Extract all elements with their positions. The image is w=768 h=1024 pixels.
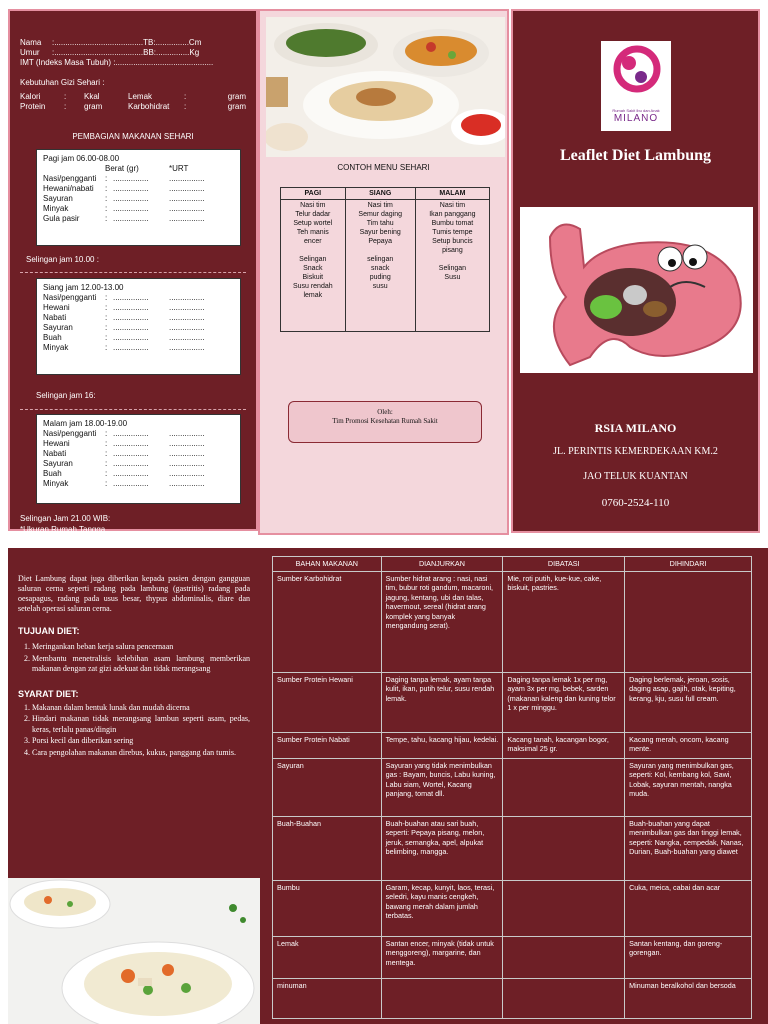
menu-item: Susu rendah xyxy=(292,283,333,290)
menu-item: puding xyxy=(369,274,391,281)
meal-item-urt: ................ xyxy=(169,174,205,183)
meal-item-label: Gula pasir xyxy=(43,214,80,223)
menu-item: Selingan xyxy=(438,265,467,272)
section-title: PEMBAGIAN MAKANAN SEHARI xyxy=(72,132,194,141)
menu-header-siang: SIANG xyxy=(345,188,415,200)
meal-item-label: Hewani/nabati xyxy=(43,184,94,193)
meal-row xyxy=(43,174,234,184)
diet-header-dihindari: DIHINDARI xyxy=(625,557,752,572)
cell-dibatasi: Daging tanpa lemak 1x per mg, ayam 3x per mg, bebek, sarden (makanan kaleng dan kuning telor 1 x per minggu. xyxy=(503,672,625,732)
meal-item-colon: : xyxy=(105,429,108,438)
cell-dianjurkan: Sumber hidrat arang : nasi, nasi tim, bubur roti gandum, macaroni, jagung, kentang, ubi dan talas, havermout, sereal (hidrat arang komplek yang banyak mengandung serat). xyxy=(381,571,503,672)
meal-item-colon: : xyxy=(105,204,108,213)
cell-bahan: Sumber Karbohidrat xyxy=(273,571,382,672)
cell-dianjurkan xyxy=(381,978,503,1018)
hospital-name: RSIA MILANO xyxy=(594,421,677,435)
meal-item-colon: : xyxy=(105,303,108,312)
menu-item: Nasi tim xyxy=(300,202,326,209)
tujuan-item: 1. Meringankan beban kerja salura pencernaan xyxy=(32,642,250,653)
oleh-label: Oleh: xyxy=(377,408,393,416)
field-nama-dots: :........................................TB:...............Cm xyxy=(52,38,202,47)
malam-box xyxy=(36,414,241,504)
meal-row xyxy=(43,479,234,489)
meal-row xyxy=(43,343,234,353)
meal-item-berat: ................ xyxy=(113,204,149,213)
menu-item: Nasi tim xyxy=(367,202,393,209)
menu-item: Sayur bening xyxy=(359,229,401,236)
hospital-phone: 0760-2524-110 xyxy=(601,497,670,509)
cell-bahan: Lemak xyxy=(273,936,382,978)
menu-item: pisang xyxy=(442,247,463,254)
meal-item-berat: ................ xyxy=(113,479,149,488)
selingan-2: Selingan jam 16: xyxy=(36,391,96,400)
meal-item-colon: : xyxy=(105,214,108,223)
cell-bahan: minuman xyxy=(273,978,382,1018)
kalori-unit: Kkal xyxy=(84,92,100,101)
meal-row xyxy=(43,459,234,469)
meal-row xyxy=(43,469,234,479)
kalori-sep: : xyxy=(64,92,67,101)
meal-item-colon: : xyxy=(105,313,108,322)
table-row xyxy=(273,672,752,732)
hospital-address: JL. PERINTIS KEMERDEKAAN KM.2 xyxy=(553,446,718,457)
menu-item: Ikan panggang xyxy=(429,211,476,218)
menu-item: snack xyxy=(371,265,390,272)
syarat-item: 2. Hindari makanan tidak merangsang lambun seperti asam, pedas, keras, terlalu panas/dingin xyxy=(32,714,250,735)
panel-menu xyxy=(258,9,509,535)
cell-dihindari: Minuman beralkohol dan bersoda xyxy=(625,978,752,1018)
meal-row xyxy=(43,214,234,224)
cell-bahan: Sayuran xyxy=(273,758,382,816)
cell-dihindari: Kacang merah, oncom, kacang mente. xyxy=(625,732,752,758)
intro-text: Diet Lambung dapat juga diberikan kepada pasien dengan gangguan saluran cerna seperti radang pada lambung (gastritis) radang pada oesapagus, radang pada usus besar, thypus abdominalis, diare dan setelah operasi saluran cerna. xyxy=(18,574,250,613)
field-imt: IMT (Indeks Masa Tubuh) :............................................ xyxy=(20,58,214,67)
logo-text: MILANO xyxy=(613,113,659,124)
cell-dihindari: Daging berlemak, jeroan, sosis, daging asap, gajih, otak, kepiting, kerang, kju, susu full cream. xyxy=(625,672,752,732)
soup-photo xyxy=(8,878,260,1024)
cell-dihindari: Sayuran yang menimbulkan gas, seperti: Kol, kembang kol, Sawi, Lobak, sayuran mentah, nangka muda. xyxy=(625,758,752,816)
table-row xyxy=(273,816,752,880)
menu-item: lemak xyxy=(303,292,323,299)
syarat-item: 3. Porsi kecil dan diberikan sering xyxy=(32,736,250,747)
meal-row xyxy=(43,204,234,214)
meal-item-label: Hewani xyxy=(43,303,70,312)
hospital-city: JAO TELUK KUANTAN xyxy=(583,471,688,482)
panel-meal-plan xyxy=(8,9,258,534)
menu-item: Tumis tempe xyxy=(432,229,473,236)
meal-item-urt: ................ xyxy=(169,449,205,458)
meal-item-colon: : xyxy=(105,333,108,342)
meal-item-colon: : xyxy=(105,323,108,332)
meal-item-berat: ................ xyxy=(113,323,149,332)
protein-label: Protein xyxy=(20,102,46,111)
field-umur-label: Umur xyxy=(20,48,40,57)
meal-row xyxy=(43,194,234,204)
meal-item-label: Minyak xyxy=(43,204,69,213)
tujuan-item: 2. Membantu menetralisis kelebihan asam lambung memberikan makanan dengan zat gizi adekuat dan tidak merangsang xyxy=(32,654,250,675)
menu-title: CONTOH MENU SEHARI xyxy=(337,163,430,172)
meal-item-label: Nabati xyxy=(43,449,67,458)
menu-item: Telur dadar xyxy=(295,211,331,218)
meal-item-urt: ................ xyxy=(169,313,205,322)
logo xyxy=(601,41,671,131)
menu-item xyxy=(418,255,487,264)
footnote: *Ukuran Rumah Tangga xyxy=(20,525,106,534)
meal-item-colon: : xyxy=(105,174,108,183)
meal-item-colon: : xyxy=(105,449,108,458)
syarat-item: 1. Makanan dalam bentuk lunak dan mudah dicerna xyxy=(32,703,250,714)
menu-item: Bumbu tomat xyxy=(431,220,474,227)
cell-dianjurkan: Sayuran yang tidak menimbulkan gas : Bayam, buncis, Labu kuning, Labu siam, Wortel, Kacang panjang, tomat dll. xyxy=(381,758,503,816)
cell-dihindari xyxy=(625,571,752,672)
meal-row xyxy=(43,313,234,323)
selingan-1: Selingan jam 10.00 : xyxy=(26,255,99,264)
panel-diet-table xyxy=(260,548,768,1024)
lemak-label: Lemak xyxy=(128,92,153,101)
meal-item-label: Nasi/pengganti xyxy=(43,174,97,183)
meal-item-berat: ................ xyxy=(113,313,149,322)
menu-item: susu xyxy=(372,283,388,290)
meal-item-urt: ................ xyxy=(169,459,205,468)
karbo-label: Karbohidrat xyxy=(128,102,170,111)
lemak-unit: gram xyxy=(227,92,246,101)
meal-item-label: Buah xyxy=(43,469,62,478)
meal-item-berat: ................ xyxy=(113,293,149,302)
menu-item: Setup wortel xyxy=(293,220,333,227)
meal-item-urt: ................ xyxy=(169,343,205,352)
pagi-col-urt: *URT xyxy=(169,164,189,173)
meal-item-urt: ................ xyxy=(169,293,205,302)
cell-dibatasi xyxy=(503,936,625,978)
cell-bahan: Sumber Protein Nabati xyxy=(273,732,382,758)
cell-dianjurkan: Daging tanpa lemak, ayam tanpa kulit, ikan, putih telur, susu rendah lemak. xyxy=(381,672,503,732)
karbo-unit: gram xyxy=(227,102,246,111)
menu-item: selingan xyxy=(367,256,394,263)
meal-item-colon: : xyxy=(105,479,108,488)
meal-item-label: Sayuran xyxy=(43,194,73,203)
kalori-label: Kalori xyxy=(20,92,41,101)
meal-item-berat: ................ xyxy=(113,449,149,458)
table-row xyxy=(273,978,752,1018)
meal-item-colon: : xyxy=(105,459,108,468)
meal-item-colon: : xyxy=(105,343,108,352)
meal-item-urt: ................ xyxy=(169,439,205,448)
meal-item-label: Nabati xyxy=(43,313,67,322)
meal-item-berat: ................ xyxy=(113,303,149,312)
menu-item: Setup buncis xyxy=(432,238,473,245)
menu-col-pagi xyxy=(281,200,346,332)
menu-item: Pepaya xyxy=(368,238,393,245)
meal-item-label: Hewani xyxy=(43,439,70,448)
syarat-list xyxy=(18,703,250,759)
cell-dibatasi xyxy=(503,816,625,880)
meal-item-label: Buah xyxy=(43,333,62,342)
pagi-col-berat: Berat (gr) xyxy=(105,164,139,173)
meal-item-label: Nasi/pengganti xyxy=(43,429,97,438)
meal-item-urt: ................ xyxy=(169,303,205,312)
meal-row xyxy=(43,303,234,313)
meal-row xyxy=(43,449,234,459)
cell-dibatasi xyxy=(503,978,625,1018)
meal-row xyxy=(43,184,234,194)
stomach-illustration xyxy=(520,207,753,373)
cover-title: Leaflet Diet Lambung xyxy=(559,147,712,164)
cell-dibatasi xyxy=(503,880,625,936)
meal-item-label: Minyak xyxy=(43,343,69,352)
field-umur-dots: :........................................BB:...............Kg xyxy=(52,48,200,57)
cell-dianjurkan: Buah-buahan atau sari buah, seperti: Pepaya pisang, melon, jeruk, semangka, apel, alpukat belimbing, mangga. xyxy=(381,816,503,880)
menu-item xyxy=(348,246,413,255)
food-photo-image xyxy=(266,17,505,157)
panel-info xyxy=(8,548,260,1024)
menu-col-malam xyxy=(415,200,489,332)
menu-item: Biskuit xyxy=(302,274,324,281)
menu-item: Snack xyxy=(303,265,323,272)
meal-row xyxy=(43,333,234,343)
meal-item-berat: ................ xyxy=(113,333,149,342)
malam-title: Malam jam 18.00-19.00 xyxy=(43,419,128,428)
pagi-title: Pagi jam 06.00-08.00 xyxy=(43,154,120,163)
menu-col-siang xyxy=(345,200,415,332)
meal-row xyxy=(43,293,234,303)
meal-item-urt: ................ xyxy=(169,333,205,342)
table-row xyxy=(273,758,752,816)
meal-item-berat: ................ xyxy=(113,459,149,468)
tujuan-title: TUJUAN DIET: xyxy=(18,626,80,636)
panel-cover xyxy=(511,9,760,533)
menu-item: encer xyxy=(304,238,322,245)
meal-item-urt: ................ xyxy=(169,184,205,193)
oleh-team: Tim Promosi Kesehatan Rumah Sakit xyxy=(332,417,438,425)
diet-header-dianjurkan: DIANJURKAN xyxy=(381,557,503,572)
meal-row xyxy=(43,439,234,449)
meal-item-label: Minyak xyxy=(43,479,69,488)
cell-dihindari: Santan kentang, dan goreng-gorengan. xyxy=(625,936,752,978)
meal-item-berat: ................ xyxy=(113,214,149,223)
meal-item-urt: ................ xyxy=(169,214,205,223)
menu-item: Teh manis xyxy=(296,229,329,236)
logo-tagline: Rumah Sakit Ibu dan Anak xyxy=(612,108,660,113)
field-kebutuhan: Kebutuhan Gizi Sehari : xyxy=(20,78,105,87)
syarat-item: 4. Cara pengolahan makanan direbus, kukus, panggang dan tumis. xyxy=(32,748,250,759)
protein-sep: : xyxy=(64,102,67,111)
table-row xyxy=(273,936,752,978)
diet-header-dibatasi: DIBATASI xyxy=(503,557,625,572)
meal-item-label: Nasi/pengganti xyxy=(43,293,97,302)
cell-bahan: Sumber Protein Hewani xyxy=(273,672,382,732)
lemak-sep: : xyxy=(184,92,187,101)
cell-dibatasi: Mie, roti putih, kue-kue, cake, biskuit, pastries. xyxy=(503,571,625,672)
diet-header-bahan: BAHAN MAKANAN xyxy=(273,557,382,572)
menu-item: Nasi tim xyxy=(439,202,466,209)
meal-item-colon: : xyxy=(105,194,108,203)
meal-item-colon: : xyxy=(105,439,108,448)
meal-item-colon: : xyxy=(105,469,108,478)
oleh-box xyxy=(288,401,482,443)
table-row xyxy=(273,571,752,672)
meal-item-urt: ................ xyxy=(169,194,205,203)
meal-item-berat: ................ xyxy=(113,429,149,438)
cell-dibatasi: Kacang tanah, kacangan bogor, maksimal 25 gr. xyxy=(503,732,625,758)
meal-item-berat: ................ xyxy=(113,184,149,193)
menu-table xyxy=(280,187,490,332)
cell-dihindari: Buah-buahan yang dapat menimbulkan gas dan tinggi lemak, seperti: Nangka, cempedak, Nanas, Durian, Buah-buahan yang diawet xyxy=(625,816,752,880)
cell-dibatasi xyxy=(503,758,625,816)
menu-item: Susu xyxy=(444,274,461,281)
logo-mark-icon xyxy=(601,41,671,103)
selingan-3: Selingan Jam 21.00 WIB: xyxy=(20,514,111,523)
siang-title: Siang jam 12.00-13.00 xyxy=(43,283,124,292)
cell-dianjurkan: Santan encer, minyak (tidak untuk menggoreng), margarine, dan mentega. xyxy=(381,936,503,978)
menu-item xyxy=(283,246,343,255)
soup-photo-image xyxy=(8,878,260,1024)
meal-row xyxy=(43,323,234,333)
table-row xyxy=(273,732,752,758)
karbo-sep: : xyxy=(184,102,187,111)
protein-unit: gram xyxy=(84,102,103,111)
meal-item-berat: ................ xyxy=(113,469,149,478)
meal-item-colon: : xyxy=(105,184,108,193)
pagi-box xyxy=(36,149,241,246)
menu-item: Semur daging xyxy=(358,211,402,218)
cell-dianjurkan: Tempe, tahu, kacang hijau, kedelai. xyxy=(381,732,503,758)
tujuan-list xyxy=(18,642,250,675)
meal-item-colon: : xyxy=(105,293,108,302)
syarat-title: SYARAT DIET: xyxy=(18,688,79,699)
cell-bahan: Bumbu xyxy=(273,880,382,936)
cell-dianjurkan: Garam, kecap, kunyit, laos, terasi, seledri, kayu manis cengkeh, bawang merah dalam jumlah terbatas. xyxy=(381,880,503,936)
menu-item: Tim tahu xyxy=(366,220,394,227)
cell-bahan: Buah-Buahan xyxy=(273,816,382,880)
table-row xyxy=(273,880,752,936)
meal-item-berat: ................ xyxy=(113,174,149,183)
meal-item-urt: ................ xyxy=(169,469,205,478)
meal-item-berat: ................ xyxy=(113,343,149,352)
stomach-icon xyxy=(520,207,753,373)
meal-item-urt: ................ xyxy=(169,323,205,332)
meal-item-label: Sayuran xyxy=(43,323,73,332)
menu-header-pagi: PAGI xyxy=(281,188,346,200)
meal-item-berat: ................ xyxy=(113,194,149,203)
field-nama-label: Nama xyxy=(20,38,42,47)
menu-item: Selingan xyxy=(299,256,327,263)
meal-item-label: Sayuran xyxy=(43,459,73,468)
diet-table xyxy=(272,556,752,1019)
meal-item-urt: ................ xyxy=(169,429,205,438)
meal-row xyxy=(43,429,234,439)
cell-dihindari: Cuka, meica, cabai dan acar xyxy=(625,880,752,936)
menu-header-malam: MALAM xyxy=(415,188,489,200)
food-photo xyxy=(266,17,505,157)
meal-item-berat: ................ xyxy=(113,439,149,448)
meal-item-urt: ................ xyxy=(169,479,205,488)
meal-item-urt: ................ xyxy=(169,204,205,213)
siang-box xyxy=(36,278,241,375)
